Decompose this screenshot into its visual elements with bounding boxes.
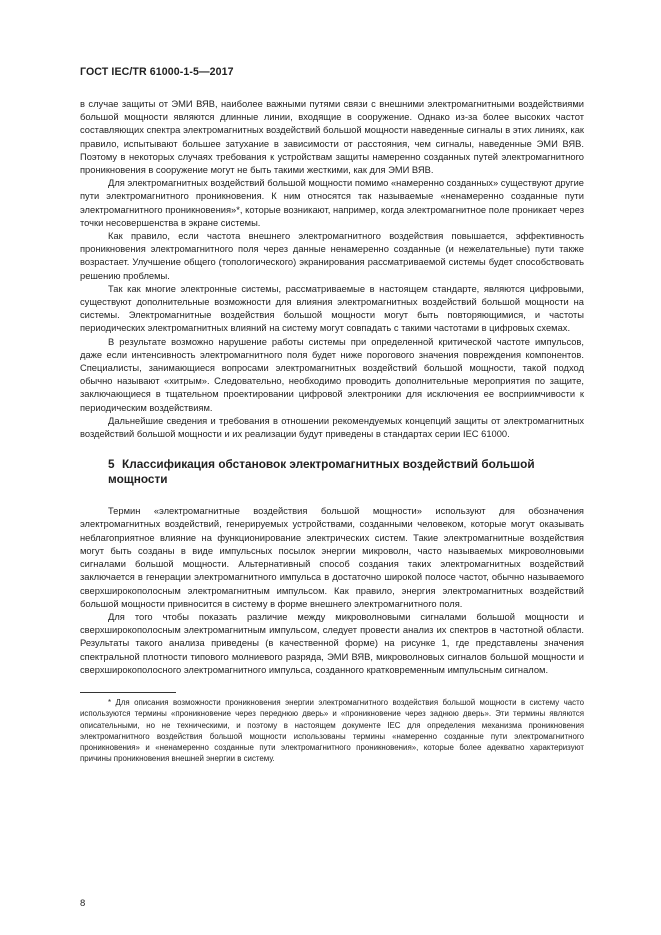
paragraph: Так как многие электронные системы, рассматриваемые в настоящем стандарте, являются цифровыми, существуют дополнительные возможности для влияния электромагнитных воздействий большой мощности на системы. Электромагнитные воздействия большой мощности могут быть повторяющимися, и частоты периодических электромагнитных влияний на систему могут совпадать с такими частотами в цифровых схемах. xyxy=(80,283,584,334)
footnote-divider xyxy=(80,692,176,693)
paragraph-continuation: в случае защиты от ЭМИ ВЯВ, наиболее важными путями связи с внешними электромагнитными воздействиями большой мощности являются длинные линии, входящие в сооружение. Однако из-за более высоких частот составляющих спектра электромагнитных воздействий большой мощности наведенные сигналы в этих линиях, как правило, испытывают большее затухание в зависимости от расстояния, чем сигналы, наведенные ЭМИ ВЯВ. Поэтому в некоторых случаях требования к устройствам защиты намеренно созданных путей электромагнитного проникновения в сооружение могут не быть такими жесткими, как для ЭМИ ВЯВ. xyxy=(80,99,584,176)
footnote xyxy=(80,697,584,765)
page-number: 8 xyxy=(80,898,86,909)
section-title: Классификация обстановок электромагнитных воздействий большой мощности xyxy=(108,457,535,487)
footnote-text: * Для описания возможности проникновения энергии электромагнитного воздействия большой мощности в систему часто используются термины «проникновение через переднюю дверь» и «проникновение через заднюю дверь». Эти термины являются описательными, но не техническими, и поэтому в настоящем документе IEC для определения механизма проникновения электромагнитного воздействия большой мощности использованы термины «намеренно созданные пути электромагнитного проникновения» и «ненамеренно созданные пути электромагнитного проникновения», которые более адекватно характеризуют причины проникновения внешней энергии в систему. xyxy=(80,697,584,764)
paragraph: Как правило, если частота внешнего электромагнитного воздействия повышается, эффективность проникновения электромагнитного поля через данные ненамеренно созданные (и нежелательные) пути также возрастает. Улучшение общего (топологического) экранирования рассматриваемой системы будет способствовать решению проблемы. xyxy=(80,231,584,281)
paragraph: Для того чтобы показать различие между микроволновыми сигналами большой мощности и сверхширокополосным электромагнитным импульсом, следует провести анализ их спектров в частотной области. Результаты такого анализа приведены (в качественной форме) на рисунке 1, где представлены значения спектральной плотности типового молниевого разряда, ЭМИ ВЯВ, микроволновых сигналов большой мощности и сверхширокополосного электромагнитного импульса, созданного кратковременным импульсным сигналом. xyxy=(80,611,584,675)
paragraph: В результате возможно нарушение работы системы при определенной критической частоте импульсов, даже если интенсивность электромагнитного поля будет ниже порогового значения повреждения компонентов. Специалисты, занимающиеся вопросами электромагнитных воздействий большой мощности, такой подход обычно называют «хитрым». Следовательно, необходимо проводить дополнительные мероприятия по защите, заключающиеся в тщательном проектировании цифровой электроники для исключения ее восприимчивости к периодическим воздействиям. xyxy=(80,336,584,413)
paragraph: Термин «электромагнитные воздействия большой мощности» используют для обозначения электромагнитных воздействий, генерируемых устройствами, созданными человеком, которые могут оказывать неблагоприятное влияние на функционирование электрических систем. Такие электромагнитные воздействия могут быть созданы в виде импульсных посылок энергии микроволн, часто называемых микроволновыми сигналами большой мощности. Альтернативный способ создания таких электромагнитных воздействий заключается в генерации электромагнитного импульса в достаточно широкой полосе частот, обычно называемого сверхширокополосным электромагнитным импульсом. Как правило, энергия электромагнитных воздействий большой мощности привносится в систему в форме внешнего электромагнитного поля. xyxy=(80,506,584,609)
page-body xyxy=(80,98,584,765)
paragraph: Для электромагнитных воздействий большой мощности помимо «намеренно созданных» существуют другие пути электромагнитного проникновения. К ним относятся так называемые «ненамеренно созданные пути электромагнитного проникновения»*, которые возникают, например, когда электромагнитное поле проникает через точки несовершенства в экране системы. xyxy=(80,178,584,228)
section-heading xyxy=(80,457,584,487)
section-number: 5 xyxy=(108,457,115,472)
paragraph: Дальнейшие сведения и требования в отношении рекомендуемых концепций защиты от электромагнитных воздействий большой мощности и их реализации будут приведены в стандартах серии IEC 61000. xyxy=(80,415,584,440)
standard-header: ГОСТ IEC/TR 61000-1-5—2017 xyxy=(80,66,234,78)
